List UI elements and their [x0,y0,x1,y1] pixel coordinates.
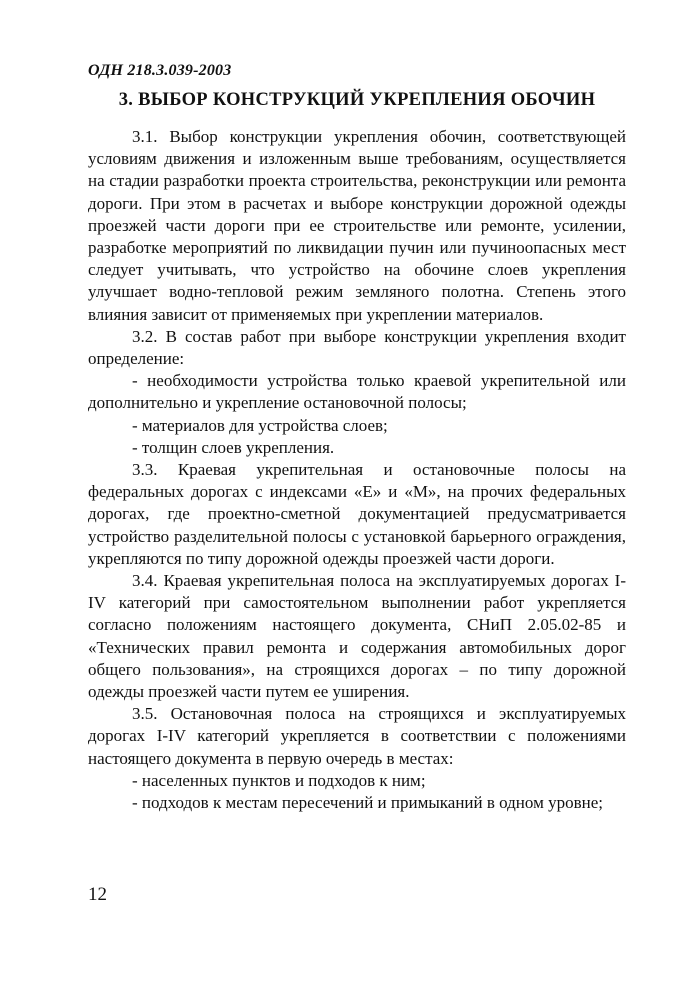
list-item: - населенных пунктов и подходов к ним; [132,770,426,790]
list-item: - подходов к местам пересечений и примыканий в одном уровне; [132,793,603,813]
paragraph-3-2: 3.2. В состав работ при выборе конструкции укрепления входит определение: [88,326,626,369]
page-number: 12 [88,884,107,905]
paragraph-3-1: 3.1. Выбор конструкции укрепления обочин, соответствующей условиям движения и изложенным выше требованиям, осуществляется на стадии разработки проекта строительства, реконструкции или ремонта дороги. При этом в расчетах и выборе конструкции дорожной одежды проезжей части дороги при ее строительстве или ремонте, усилении, разработке мероприятий по ликвидации пучин или пучиноопасных мест следует учитывать, что устройство на обочине слоев укрепления улучшает водно-тепловой режим земляного полотна. Степень этого влияния зависит от применяемых при укреплении материалов. [88,127,626,324]
paragraph-3-3: 3.3. Краевая укрепительная и остановочные полосы на федеральных дорогах с индексами «Е» и «М», на прочих федеральных дорогах, где проектно-сметной документацией предусматривается устройство разделительной полосы с установкой барьерного ограждения, укрепляются по типу дорожной одежды проезжей части дороги. [88,460,626,568]
list-item: - необходимости устройства только краевой укрепительной или дополнительно и укрепление остановочной полосы; [88,371,626,413]
paragraph-3-5: 3.5. Остановочная полоса на строящихся и эксплуатируемых дорогах I-IV категорий укрепляется в соответствии с положениями настоящего документа в первую очередь в местах: [88,704,626,768]
paragraph-3-4: 3.4. Краевая укрепительная полоса на эксплуатируемых дорогах I-IV категорий при самостоятельном выполнении работ укрепляется согласно положениям настоящего документа, СНиП 2.05.02-85 и «Технических правил ремонта и содержания автомобильных дорог общего пользования», на строящихся дорогах – по типу дорожной одежды проезжей части путем ее уширения. [88,571,626,702]
document-code: ОДН 218.3.039-2003 [88,62,232,79]
list-item: - толщин слоев укрепления. [132,437,335,457]
body-text [88,126,626,814]
section-title: 3. ВЫБОР КОНСТРУКЦИЙ УКРЕПЛЕНИЯ ОБОЧИН [118,90,596,110]
list-item: - материалов для устройства слоев; [132,415,388,435]
